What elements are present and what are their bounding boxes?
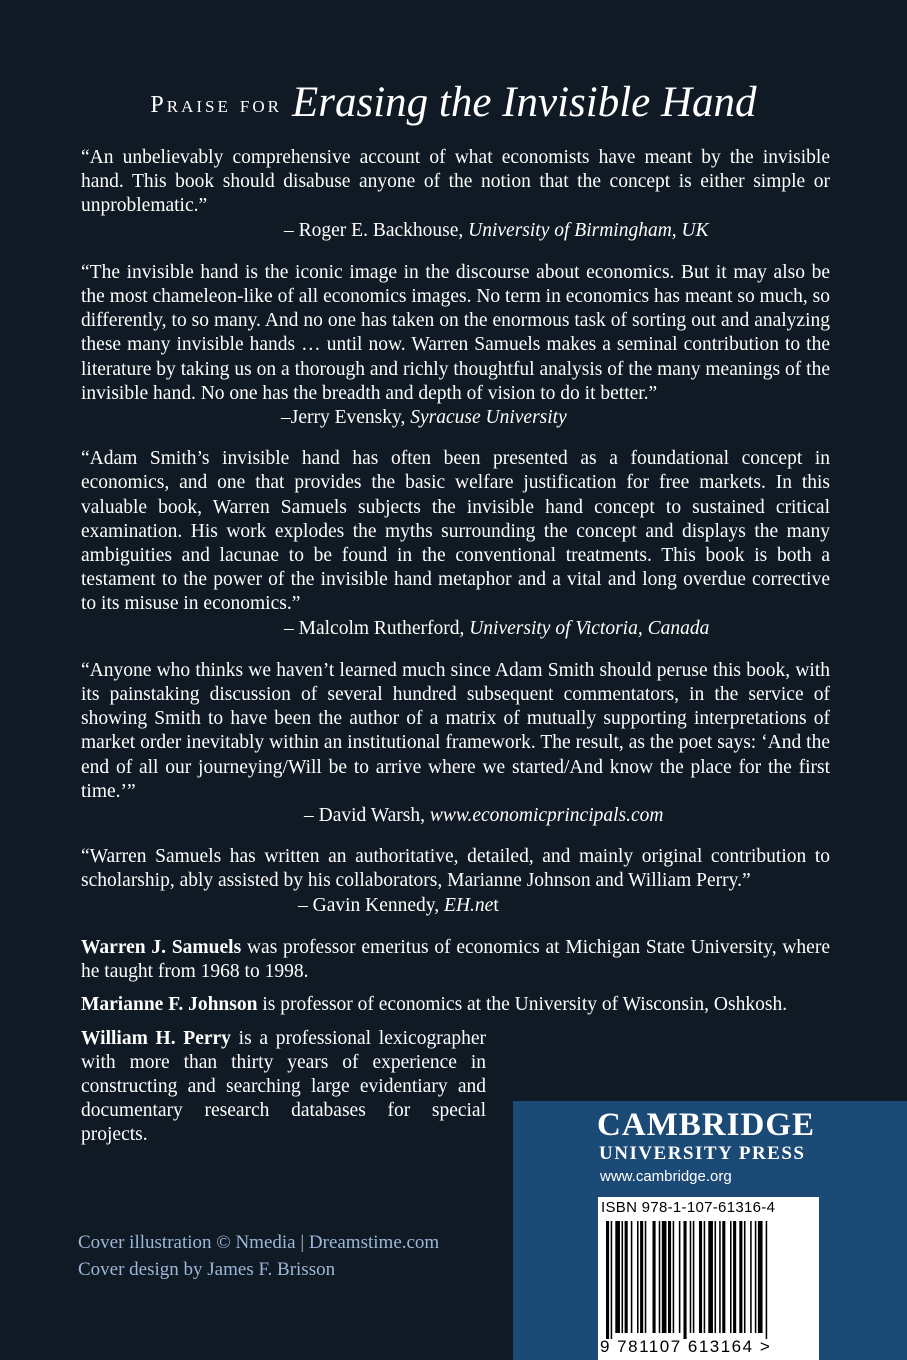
barcode-bar — [704, 1221, 706, 1333]
publisher-panel — [513, 1101, 907, 1360]
barcode-box — [598, 1197, 819, 1360]
barcode-bar — [679, 1221, 681, 1333]
quote-text: “An unbelievably comprehensive account of what economists have meant by the invisible hand. This book should disabuse anyone of the notion that the concept is either simple or unproblematic.” — [81, 147, 830, 217]
bio-name: William H. Perry — [81, 1027, 231, 1049]
bio-name: Marianne F. Johnson — [81, 994, 258, 1016]
quote-text: “The invisible hand is the iconic image in the discourse about economics. But it may also be the most chameleon-like of all economics images. No term in economics has meant so much, so differently, to so many. And no one has taken on the enormous task of sorting out and analyzing these many invisible hands … until now. Warren Samuels makes a seminal contribution to the literature by taking us on a thorough and richly thoughtful analysis of the many meanings of the invisible hand. No one has the breadth and depth of vision to do it better.” — [81, 261, 830, 404]
barcode-bar — [755, 1221, 757, 1333]
quote-backhouse — [81, 146, 830, 243]
quote-institution: University of Victoria, Canada — [469, 617, 710, 639]
barcode-bar — [622, 1221, 624, 1333]
barcode-bar — [739, 1221, 742, 1333]
praise-heading — [0, 78, 907, 127]
barcode-bar — [730, 1221, 732, 1333]
barcode-bar — [645, 1221, 647, 1333]
barcode-bar — [606, 1221, 609, 1339]
barcode-bar — [722, 1221, 725, 1333]
quote-rutherford — [81, 447, 830, 641]
bio-name: Warren J. Samuels — [81, 936, 242, 958]
barcode-bar — [708, 1221, 713, 1333]
barcode-bar — [750, 1221, 752, 1333]
bio-perry — [81, 1027, 486, 1148]
quote-attribution — [81, 617, 830, 641]
quote-institution: EH.ne — [444, 894, 494, 916]
quote-author: – Gavin Kennedy, — [298, 894, 445, 916]
barcode-bar — [611, 1221, 613, 1339]
barcode-bar — [699, 1221, 702, 1333]
heading-prefix: Praise for — [150, 92, 282, 118]
quote-attribution — [81, 804, 830, 828]
barcode-bar — [715, 1221, 717, 1333]
barcode-bar — [766, 1221, 768, 1339]
quote-text: “Anyone who thinks we haven’t learned much since Adam Smith should peruse this book, with its painstaking discussion of several hundred subsequent commentators, in the service of showing Smith to have been the author of a matrix of mutually supporting interpretations of market order inevitably within an institutional framework. The result, as the poet says: ‘And the end of all our journeying/Will be to arrive where we started/And know the place for the first time.’” — [81, 659, 830, 802]
bio-text: is a professional lexicographer with more than thirty years of experience in constructing and searching large evidentiary and documentary research databases for special projects. — [81, 1027, 486, 1146]
quote-attribution — [81, 219, 830, 243]
quote-text: “Warren Samuels has written an authoritative, detailed, and mainly original contribution to scholarship, ably assisted by his collaborators, Marianne Johnson and William Perry.” — [81, 846, 830, 892]
barcode-bar — [625, 1221, 628, 1333]
isbn-label: ISBN 978-1-107-61316-4 — [601, 1199, 776, 1216]
bio-samuels — [81, 936, 830, 984]
barcode-bar — [659, 1221, 661, 1333]
quote-author: – Malcolm Rutherford, — [284, 617, 470, 639]
quote-institution: University of Birmingham, UK — [468, 219, 709, 241]
barcode-bar — [653, 1221, 656, 1333]
design-credit: Cover design by James F. Brisson — [78, 1259, 336, 1280]
publisher-subtitle: UNIVERSITY PRESS — [599, 1143, 806, 1164]
quote-evensky — [81, 261, 830, 430]
illustration-credit: Cover illustration © Nmedia | Dreamstime.com — [78, 1232, 440, 1253]
quote-text: “Adam Smith’s invisible hand has often been presented as a foundational concept in economics, and one that provides the basic welfare justification for free markets. In this valuable book, Warren Samuels subjects the invisible hand concept to sustained critical examination. His work explodes the myths surrounding the concept and displays the many ambiguities and lacunae to be found in the conventional treatments. This book is both a testament to the power of the invisible hand metaphor and a vital and long overdue corrective to its misuse in economics.” — [81, 448, 830, 615]
barcode-bar — [733, 1221, 736, 1333]
quote-institution: Syracuse University — [410, 407, 567, 429]
barcode-bar — [640, 1221, 643, 1333]
bio-text: is professor of economics at the University of Wisconsin, Oshkosh. — [257, 994, 788, 1016]
barcode-bar — [693, 1221, 695, 1333]
quote-attribution — [81, 894, 830, 918]
cover-credits — [78, 1229, 439, 1283]
publisher-name: CAMBRIDGE — [597, 1107, 816, 1143]
barcode-bar — [673, 1221, 675, 1333]
quote-author: – Roger E. Backhouse, — [284, 219, 469, 241]
barcode-digits: 9 781107 613164 > — [600, 1337, 772, 1356]
quote-attribution — [81, 406, 830, 430]
quote-author: – David Warsh, — [304, 805, 430, 827]
barcode-bar — [758, 1221, 763, 1333]
quote-warsh — [81, 659, 830, 828]
barcode-bar — [668, 1221, 671, 1333]
barcode-bars — [606, 1221, 811, 1339]
publisher-url: www.cambridge.org — [600, 1168, 732, 1185]
back-cover-body — [81, 146, 830, 1157]
barcode-bar — [637, 1221, 639, 1333]
barcode-bar — [615, 1221, 620, 1333]
quote-institution: www.economicprincipals.com — [429, 805, 664, 827]
quote-author: –Jerry Evensky, — [281, 407, 411, 429]
book-title: Erasing the Invisible Hand — [291, 79, 757, 126]
barcode-bar — [744, 1221, 746, 1333]
barcode-bar — [684, 1221, 687, 1339]
bio-text: was professor emeritus of economics at Michigan State University, where he taught from 1968 to 1998. — [81, 936, 830, 983]
barcode-bar — [631, 1221, 633, 1333]
barcode-bar — [662, 1221, 667, 1333]
quote-kennedy — [81, 845, 830, 918]
quote-suffix: t — [493, 894, 499, 916]
barcode-bar — [719, 1221, 721, 1333]
barcode-bar — [690, 1221, 692, 1333]
bio-johnson — [81, 993, 830, 1017]
